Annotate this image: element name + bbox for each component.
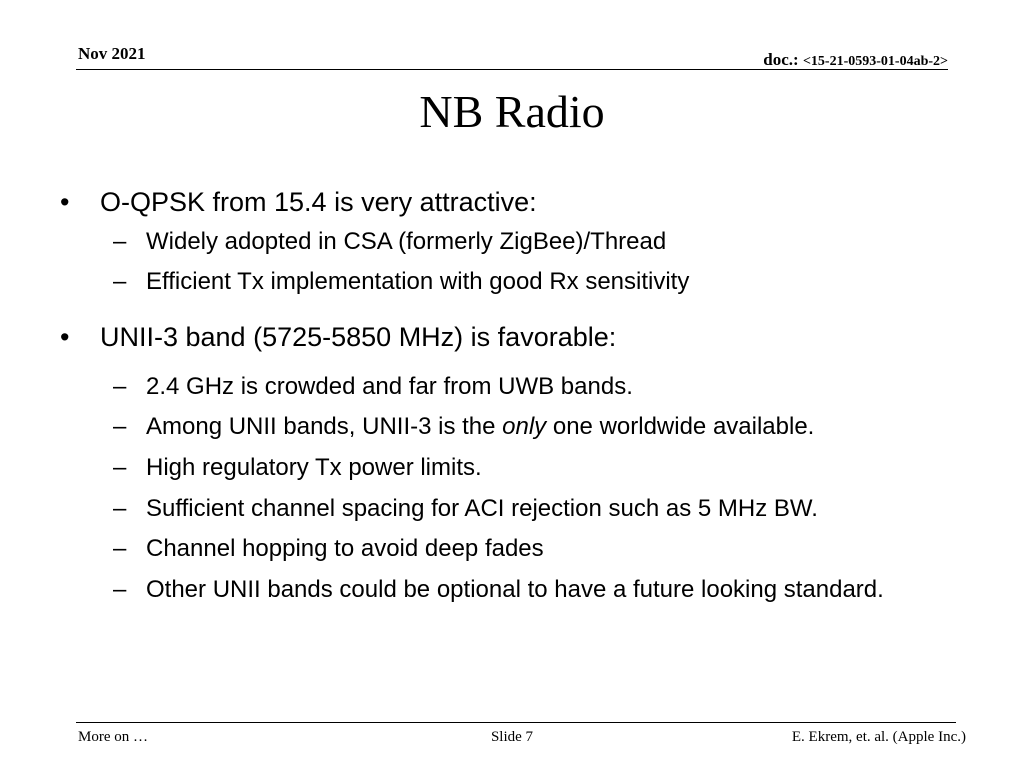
footer-divider bbox=[76, 722, 956, 723]
dash-marker: – bbox=[113, 494, 127, 522]
list-item bbox=[60, 411, 960, 444]
header-divider bbox=[76, 69, 948, 70]
list-item-text: Channel hopping to avoid deep fades bbox=[146, 535, 544, 563]
unii3-subitems bbox=[60, 371, 960, 607]
doc-label: doc.: bbox=[763, 50, 799, 69]
bullet-text: UNII-3 band (5725-5850 MHz) is favorable: bbox=[100, 322, 617, 352]
list-item bbox=[60, 226, 960, 259]
dash-marker: – bbox=[113, 575, 127, 603]
dash-marker: – bbox=[113, 372, 127, 400]
list-item bbox=[60, 493, 960, 526]
list-item-text: Efficient Tx implementation with good Rx sensitivity bbox=[146, 268, 690, 296]
list-item bbox=[60, 533, 960, 566]
dash-marker: – bbox=[113, 413, 127, 441]
footer-author: E. Ekrem, et. al. (Apple Inc.) bbox=[791, 729, 966, 745]
slide-body bbox=[60, 186, 960, 615]
dash-marker: – bbox=[113, 227, 127, 255]
list-item bbox=[60, 574, 960, 607]
header-doc-id bbox=[763, 50, 948, 70]
list-item bbox=[60, 266, 960, 299]
list-item-text: Widely adopted in CSA (formerly ZigBee)/Thread bbox=[146, 227, 667, 255]
header-date: Nov 2021 bbox=[78, 44, 146, 63]
bullet-dot: • bbox=[60, 187, 70, 217]
bullet-unii3 bbox=[60, 321, 960, 355]
list-item-text-before: Among UNII bands, UNII-3 is the bbox=[146, 413, 503, 441]
bullet-dot: • bbox=[60, 322, 70, 352]
list-item bbox=[60, 371, 960, 404]
list-item bbox=[60, 452, 960, 485]
bullet-oqpsk bbox=[60, 186, 960, 220]
list-item-text: 2.4 GHz is crowded and far from UWB bands. bbox=[146, 372, 633, 400]
dash-marker: – bbox=[113, 454, 127, 481]
dash-marker: – bbox=[113, 268, 127, 296]
list-item-text: Other UNII bands could be optional to have a future looking standard. bbox=[146, 575, 884, 603]
dash-marker: – bbox=[113, 535, 127, 563]
list-item-text-after: one worldwide available. bbox=[546, 413, 815, 441]
doc-number: <15-21-0593-01-04ab-2> bbox=[802, 54, 948, 69]
emphasis-only: only bbox=[502, 413, 547, 441]
oqpsk-subitems bbox=[60, 226, 960, 299]
slide-number: Slide 7 bbox=[490, 729, 534, 745]
list-item-text: High regulatory Tx power limits. bbox=[146, 454, 482, 481]
bullet-text: O-QPSK from 15.4 is very attractive: bbox=[100, 187, 537, 217]
list-item-text: Sufficient channel spacing for ACI rejection such as 5 MHz BW. bbox=[146, 494, 818, 522]
footer-left: More on … bbox=[78, 729, 148, 745]
slide-title: NB Radio bbox=[419, 86, 605, 137]
